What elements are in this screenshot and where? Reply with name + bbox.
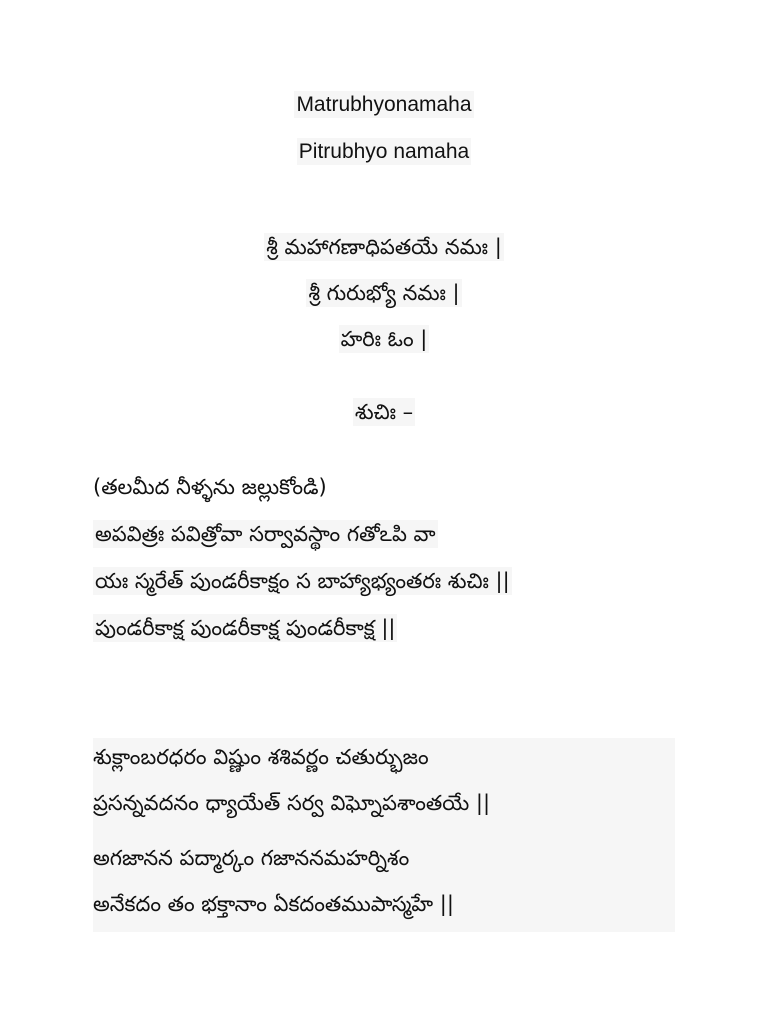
header-line-1-text: Matrubhyonamaha [296,93,472,116]
shuchi-verse-line-2 [93,566,512,596]
ganesha-verse-text-2: ప్రసన్నవదనం ధ్యాయేత్ సర్వ విఘ్నోపశాంతయే || [93,791,491,815]
shuchi-verse-line-3 [93,613,397,643]
ganesha-verse-line-2 [93,788,490,818]
header-line-1 [0,90,768,120]
header-line-2-text: Pitrubhyo namaha [298,140,470,163]
invocation-line-2 [0,278,768,308]
shuchi-verse-text-2: యః స్మరేత్ పుండరీకాక్షం స బాహ్యాభ్యంతరః శుచిః || [95,569,510,593]
shuchi-instruction-text: (తలమీద నీళ్ళను జల్లుకోండి) [93,475,327,499]
invocation-text-1: శ్రీ మహాగణాధిపతయే నమః | [266,235,502,259]
shuchi-instruction [93,472,327,502]
shuchi-verse-text-3: పుండరీకాక్ష పుండరీకాక్ష పుండరీకాక్ష || [95,616,396,640]
shuchi-verse-line-1 [93,519,438,549]
ganesha-verse-line-4 [93,889,454,919]
header-line-2 [0,137,768,167]
shuchi-heading [0,397,768,427]
shuchi-heading-text: శుచిః – [354,400,414,424]
invocation-text-2: శ్రీ గురుభ్యో నమః | [308,281,460,305]
invocation-line-3 [0,324,768,354]
ganesha-verse-line-3 [93,843,409,873]
ganesha-verse-line-1 [93,742,429,772]
ganesha-verse-text-3: అగజానన పద్మార్కం గజాననమహర్నిశం [93,846,410,870]
invocation-text-3: హరిః ఓం | [340,327,428,351]
shuchi-verse-text-1: అపవిత్రః పవిత్రోవా సర్వావస్థాం గతోఽపి వా [95,522,436,546]
invocation-line-1 [0,232,768,262]
ganesha-verse-text-4: అనేకదం తం భక్తానాం ఏకదంతముపాస్మహే || [93,892,454,916]
ganesha-verse-text-1: శుక్లాంబరధరం విష్ణుం శశివర్ణం చతుర్భుజం [93,745,429,769]
